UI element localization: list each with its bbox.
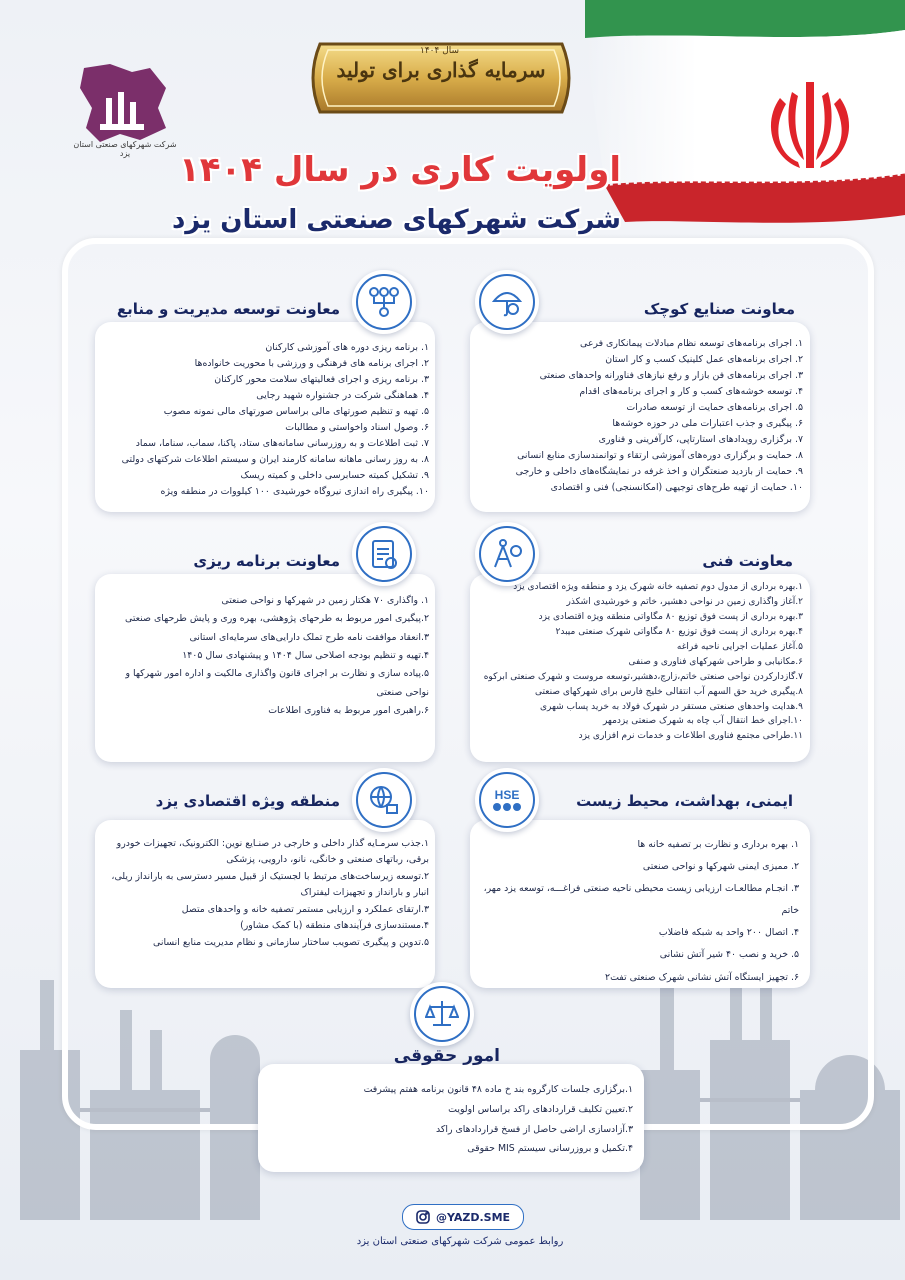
globe-factory-icon [352,768,416,832]
card-title: معاونت توسعه مدیریت و منابع [116,300,340,318]
umbrella-gear-icon [475,270,539,334]
list-item: ۳.انعقاد موافقت نامه طرح تملک دارایی‌های سرمایه‌ای استانی [189,631,429,643]
hse-list [479,834,799,989]
list-item: ۴.تهیه و تنظیم بودجه اصلاحی سال ۱۴۰۴ و پیشنهادی سال ۱۴۰۵ [182,649,429,661]
small-industries-list [483,336,803,496]
list-item: ۱۱.طراحی مجتمع فناوری اطلاعات و خدمات نرم افزاری یزد [578,731,803,742]
logo-caption: شرکت شهرکهای صنعتی استان یزد [73,140,177,158]
list-item: ۵.آغاز عملیات اجرایی ناحیه فراغه [676,641,803,652]
list-item: ۲.تعیین تکلیف قراردادهای راکد براساس اولویت [448,1103,633,1115]
card-title: معاونت فنی [702,552,793,570]
list-item: ۵. تهیه و تنظیم صورتهای مالی براساس صورتهای مالی نمونه مصوب [163,405,429,417]
card-title: منطقه ویژه اقتصادی یزد [155,792,340,810]
social-handle-text: @YAZD.SME [435,1210,511,1224]
planning-list [109,592,429,720]
team-network-icon [352,270,416,334]
list-item: ۶.مکانیابی و طراحی شهرکهای فناوری و صنفی [628,656,803,667]
list-item: ۸.پیگیری خرید حق السهم آب انتقالی خلیج فارس برای شهرکهای صنعتی [535,686,803,697]
list-item: ۴.تکمیل و بروزرسانی سیستم MIS حقوقی [467,1143,633,1155]
footer-caption: روابط عمومی شرکت شهرکهای صنعتی استان یزد [356,1236,564,1247]
list-item: ۱۰.اجرای خط انتقال آب چاه به شهرک صنعتی یزدمهر [602,716,803,727]
list-item: ۶. تجهیز ایستگاه آتش نشانی شهرک صنعتی تفت۲ [605,971,799,983]
list-item: ۱. اجرای برنامه‌های توسعه نظام مبادلات پیمانکاری فرعی [580,338,803,349]
list-item: ۳.آزادسازی اراضی حاصل از فسخ قراردادهای راکد [435,1123,633,1135]
list-item: ۳. انجـام مطالعـات ارزیابی زیست محیطی ناحیه صنعتی فراغـــه، توسعه یزد مهر، خاتم [483,883,799,917]
list-item: ۲. اجرای برنامه‌های عمل کلینیک کسب و کار استان [605,353,803,365]
list-item: ۶.راهبری امور مربوط به فناوری اطلاعات [268,704,429,716]
instagram-icon [416,1210,430,1224]
list-item: ۴. توسعه خوشه‌های کسب و کار و اجرای برنامه‌های اقدام [579,385,803,397]
list-item: ۷.گازدارکردن نواحی صنعتی خاتم،زارچ،دهشیر،توسعه مروست و شهرک صنعتی ابرکوه [483,671,803,682]
economic-zone-list [109,836,429,951]
list-item: ۲. ممیزی ایمنی شهرکها و نواحی صنعتی [642,861,799,873]
card-title: معاونت صنایع کوچک [643,300,795,318]
list-item: ۱. واگذاری ۷۰ هکتار زمین در شهرکها و نواحی صنعتی [221,595,429,606]
list-item: ۷. برگزاری رویدادهای استارتاپی، کارآفرینی و فناوری [598,433,803,445]
list-item: ۴.بهره برداری از پست فوق توزیع ۸۰ مگاواتی شهرک صنعتی میبد۲ [555,626,803,637]
list-item: ۳. برنامه ریزی و اجرای فعالیتهای سلامت محور کارکنان [214,373,429,385]
page-subheadline: شرکت شهرکهای صنعتی استان یزد [171,205,621,235]
checklist-icon [352,522,416,586]
iran-flag-graphic [545,0,905,230]
list-item: ۳.ارتقای عملکرد و ارزیابی مستمر تصفیه خانه و واحدهای متصل [181,903,429,915]
social-handle[interactable] [402,1204,524,1230]
management-list [109,340,429,500]
list-item: ۵. خرید و نصب ۴۰ شیر آتش نشانی [659,949,799,961]
list-item: ۴. هماهنگی شرکت در جشنواره شهید رجایی [256,389,429,401]
list-item: ۹. تشکیل کمیته حسابرسی داخلی و کمیته ریسک [240,469,429,481]
list-item: ۱.بهره برداری از مدول دوم تصفیه خانه شهرک یزد و منطقه ویژه اقتصادی یزد [513,582,803,592]
list-item: ۲.پیگیری امور مربوط به طرحهای پژوهشی، بهره وری و پایش طرحهای صنعتی [125,613,429,625]
list-item: ۹. حمایت از بازدید صنعتگران و اخذ غرفه در نمایشگاه‌های داخلی و خارجی [515,465,803,477]
list-item: ۴. اتصال ۲۰۰ واحد به شبکه فاضلاب [658,927,799,939]
slogan-text: سرمایه گذاری برای تولید [336,58,546,82]
hse-icon-label: HSE [494,788,520,802]
list-item: ۳.بهره برداری از پست فوق توزیع ۸۰ مگاواتی منطقه ویژه اقتصادی یزد [538,611,803,622]
list-item: ۴.مستندسازی فرآیندهای منطقه (با کمک مشاور) [240,920,429,932]
list-item: ۱۰. پیگیری راه اندازی نیروگاه خورشیدی ۱۰۰ کیلووات در منطقه ویژه [160,485,429,497]
list-item: ۸. حمایت و برگزاری دوره‌های آموزشی ارتقاء و توانمندسازی منابع انسانی [517,449,803,461]
slogan-year: سال ۱۴۰۴ [420,46,460,56]
list-item: ۶. پیگیری و جذب اعتبارات ملی در حوزه خوشه‌ها [612,417,803,429]
list-item: ۹.هدایت واحدهای صنعتی مستقر در شهرک فولاد به خرید پساب شهری [540,701,803,712]
list-item: ۵.پیاده سازی و نظارت بر اجرای قانون واگذاری مالکیت و اداره امور شهرکها و نواحی صنعتی [125,668,429,698]
technical-list [473,580,803,744]
list-item: ۵.تدوین و پیگیری تصویب ساختار سازمانی و نظام مدیریت منابع انسانی [153,936,429,948]
list-item: ۱. برنامه ریزی دوره های آموزشی کارکنان [265,342,429,353]
list-item: ۵. اجرای برنامه‌های حمایت از توسعه صادرات [626,401,803,413]
list-item: ۶. وصول اسناد واخواستی و مطالبات [285,421,429,433]
list-item: ۲. اجرای برنامه های فرهنگی و ورزشی با محوریت خانواده‌ها [194,357,429,369]
list-item: ۱. بهره برداری و نظارت بر تصفیه خانه ها [637,839,799,850]
scales-icon [410,982,474,1046]
list-item: ۲.توسعه زیرساخت‌های مرتبط با لجستیک از قبیل مسیر دسترسی به بارانداز ریلی، انبار و بارانداز و تجهیزات لیفتراک [111,870,429,899]
hse-icon [475,768,539,832]
list-item: ۷. ثبت اطلاعات و به روزرسانی سامانه‌های ستاد، پاکنا، سماب، سناما، سماد [135,437,429,449]
card-title: امور حقوقی [393,1046,500,1066]
list-item: ۱.برگزاری جلسات کارگروه بند خ ماده ۴۸ قانون برنامه هفتم پیشرفت [363,1084,633,1095]
list-item: ۸. به روز رسانی ماهانه سامانه کارمند ایران و سیستم اطلاعات شرکتهای دولتی [121,453,429,465]
card-title: ایمنی، بهداشت، محیط زیست [576,792,793,810]
list-item: ۳. اجرای برنامه‌های فن بازار و رفع نیازهای فناورانه واحدهای صنعتی [539,369,803,381]
list-item: ۱۰. حمایت از تهیه طرح‌های توجیهی (امکانسنجی) فنی و اقتصادی [550,481,803,493]
list-item: ۲.آغاز واگذاری زمین در نواحی دهشیر، خاتم و خورشیدی اشکذر [566,596,803,607]
list-item: ۱.جذب سرمـایه گذار داخلی و خارجی در صنـایع نوین: الکترونیک، تجهیزات خودرو برقی، رباتهای صنعتی و خانگی، نانو، دارویی، پزشکی [116,838,429,866]
page-headline: اولویت کاری در سال ۱۴۰۴ [179,150,621,190]
compass-gear-icon [475,522,539,586]
card-title: معاونت برنامه ریزی [193,552,340,570]
legal-list [273,1080,633,1159]
